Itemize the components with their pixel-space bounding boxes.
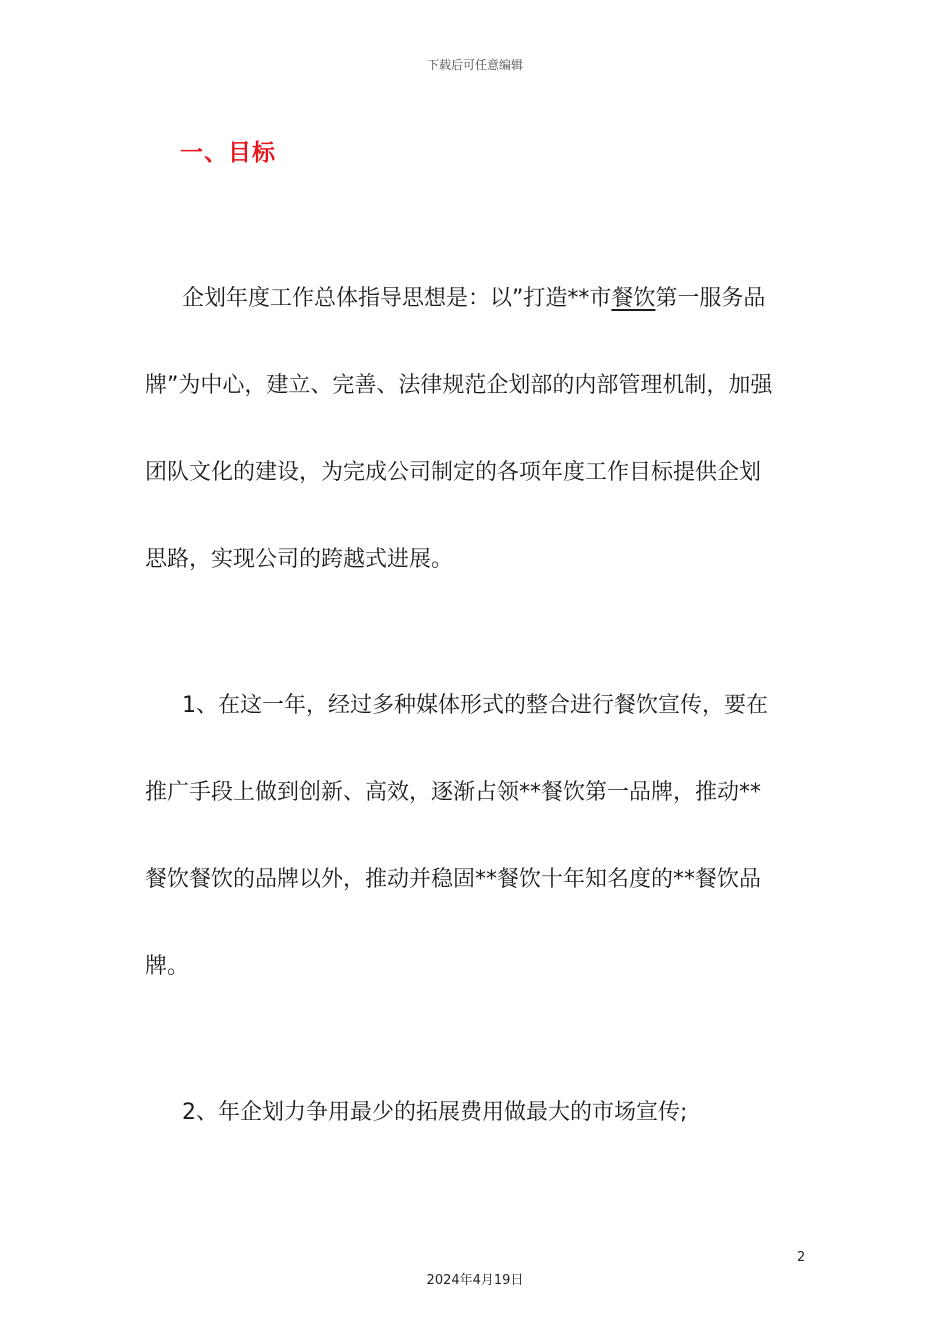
text-segment: 企划年度工作总体指导思想是：以”打造**市	[182, 286, 612, 311]
underlined-term: 餐饮	[611, 286, 656, 311]
paragraph-line	[145, 255, 805, 342]
paragraph-guiding-idea	[145, 255, 805, 603]
paragraph-line: 1、在这一年，经过多种媒体形式的整合进行餐饮宣传，要在	[182, 693, 768, 718]
footer-date: 2024年4月19日	[426, 1273, 524, 1288]
paragraph-line: 牌。	[145, 954, 190, 979]
paragraph-goal-2	[145, 1069, 805, 1156]
paragraph-line: 牌”为中心，建立、完善、法律规范企划部的内部管理机制，加强	[145, 373, 773, 398]
paragraph-goal-1	[145, 662, 805, 1010]
paragraph-line: 思路，实现公司的跨越式进展。	[145, 547, 454, 572]
section-heading: 一、目标	[180, 140, 276, 166]
page-number: 2	[797, 1250, 806, 1265]
page-header: 下载后可任意编辑	[426, 58, 523, 72]
paragraph-line: 推广手段上做到创新、高效，逐渐占领**餐饮第一品牌，推动**	[145, 780, 762, 805]
text-segment: 第一服务品	[655, 286, 766, 311]
paragraph-line: 餐饮餐饮的品牌以外，推动并稳固**餐饮十年知名度的**餐饮品	[145, 867, 762, 892]
paragraph-line: 2、年企划力争用最少的拓展费用做最大的市场宣传;	[182, 1100, 688, 1125]
paragraph-line: 团队文化的建设，为完成公司制定的各项年度工作目标提供企划	[145, 460, 762, 485]
